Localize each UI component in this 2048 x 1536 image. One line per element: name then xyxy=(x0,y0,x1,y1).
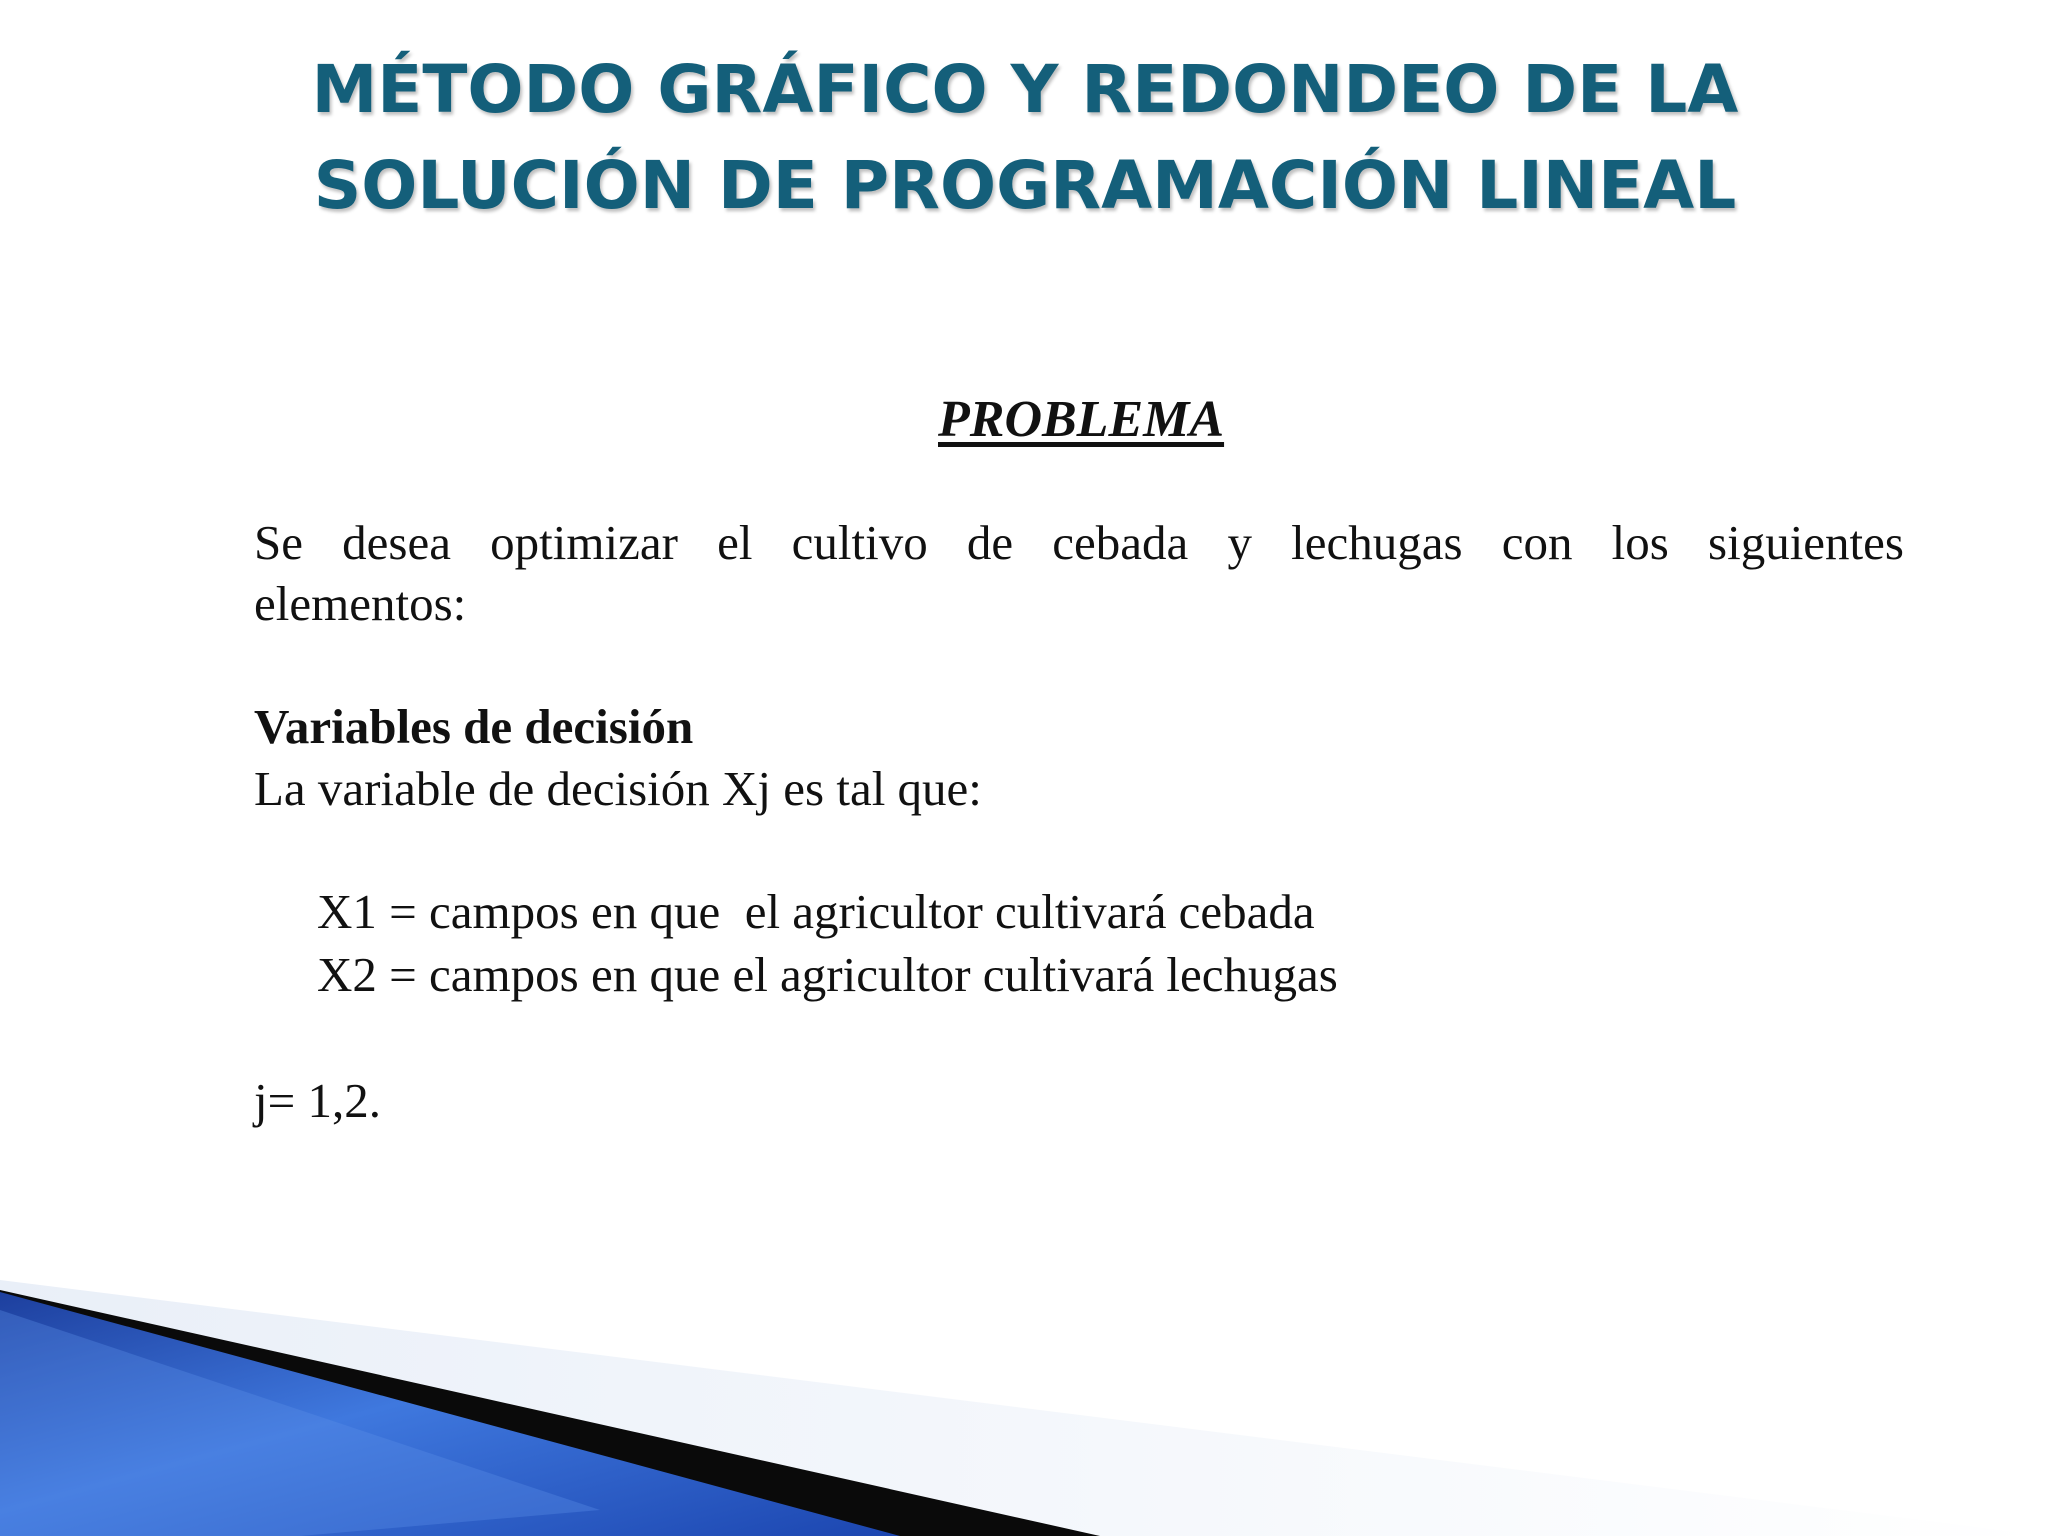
decorative-bottom-wedge xyxy=(0,1280,2048,1536)
index-range: j= 1,2. xyxy=(254,1073,381,1128)
slide-title-line-1: MÉTODO GRÁFICO Y REDONDEO DE LA xyxy=(311,51,1739,128)
definition-x1: X1 = campos en que el agricultor cultivará cebada xyxy=(317,884,1315,939)
slide-title-line-2: SOLUCIÓN DE PROGRAMACIÓN LINEAL xyxy=(313,147,1737,224)
slide-title xyxy=(260,42,1790,234)
intro-paragraph-line-2: elementos: xyxy=(254,576,467,631)
variables-heading: Variables de decisión xyxy=(254,699,694,754)
problem-heading: PROBLEMA xyxy=(938,391,1225,448)
definition-x2: X2 = campos en que el agricultor cultivará lechugas xyxy=(317,947,1338,1002)
intro-paragraph xyxy=(254,512,1904,634)
intro-paragraph-line-1: Se desea optimizar el cultivo de cebada y lechugas con los siguientes xyxy=(254,515,1904,570)
variables-intro: La variable de decisión Xj es tal que: xyxy=(254,761,982,816)
